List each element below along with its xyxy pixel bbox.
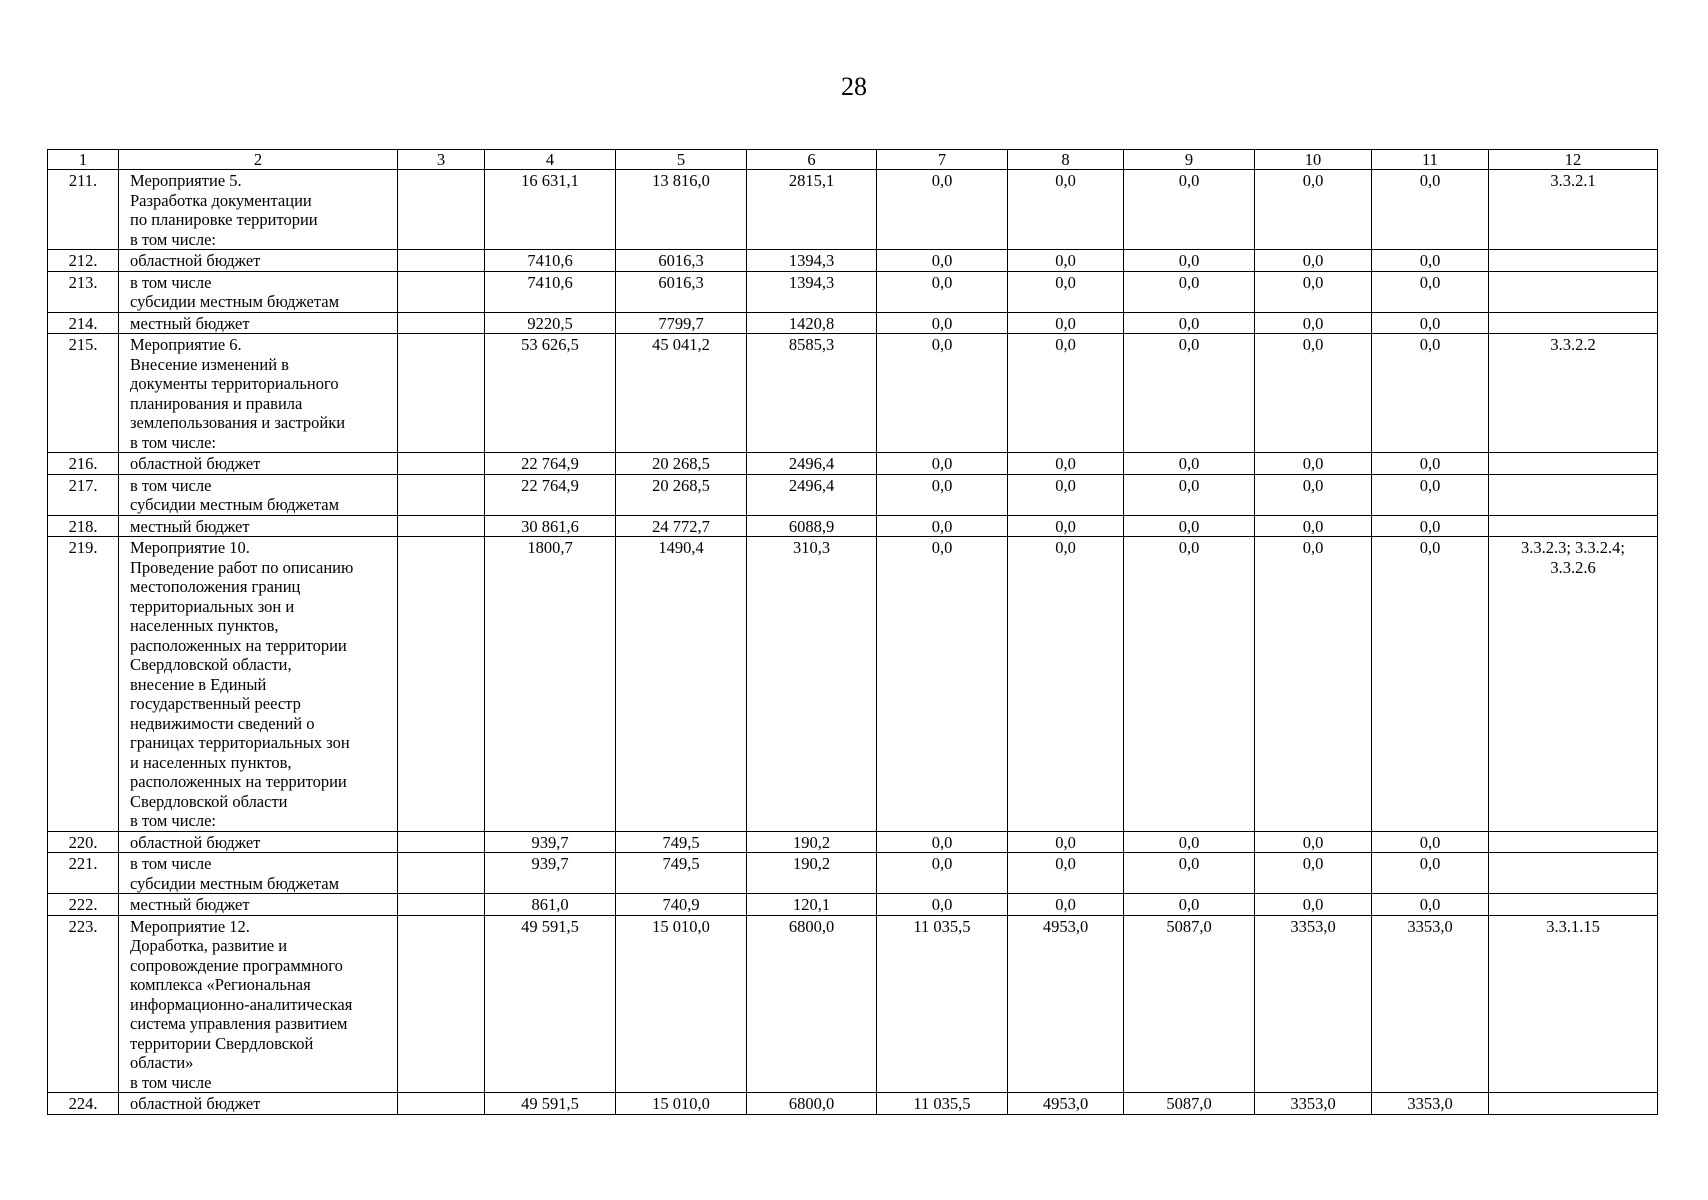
value-cell: 0,0 [1372,170,1489,250]
value-cell: 4953,0 [1008,915,1124,1093]
table-row [48,170,1658,250]
value-cell: 0,0 [1008,271,1124,312]
value-cell: 1394,3 [747,250,877,272]
column-number: 9 [1124,150,1255,170]
row-description [119,915,398,1093]
description-line: в том числе [130,272,212,292]
value-cell: 16 631,1 [485,170,616,250]
description-line: в том числе: [130,811,217,830]
description-line: в том числе: [130,432,217,452]
value-cell: 22 764,9 [485,474,616,515]
row-description [119,271,398,312]
value-cell: 53 626,5 [485,334,616,453]
column-3-cell [398,334,485,453]
value-cell: 0,0 [1124,170,1255,250]
target-indicator-code [1489,170,1658,250]
value-cell: 20 268,5 [616,453,747,475]
column-number-row [48,150,1658,170]
description-line: комплекса «Региональная [130,975,311,994]
code-line: 3.3.1.15 [1546,916,1600,936]
column-3-cell [398,474,485,515]
value-cell: 0,0 [1255,334,1372,453]
target-indicator-code [1489,853,1658,894]
target-indicator-code [1489,915,1658,1093]
value-cell: 1394,3 [747,271,877,312]
value-cell: 0,0 [877,894,1008,916]
value-cell: 1420,8 [747,312,877,334]
table-row [48,1093,1658,1115]
description-line: Свердловской области, [130,655,292,674]
description-line: землепользования и застройки [130,413,346,432]
value-cell: 11 035,5 [877,915,1008,1093]
description-line: субсидии местным бюджетам [130,495,340,514]
value-cell: 0,0 [877,515,1008,537]
table-row [48,831,1658,853]
table-row [48,894,1658,916]
row-number: 221. [48,853,119,894]
value-cell: 0,0 [1124,894,1255,916]
row-description [119,515,398,537]
description-line: документы территориального [130,374,339,393]
description-line: Разработка документации [130,190,312,210]
description-line: в том числе [130,854,212,873]
description-line: Проведение работ по описанию [130,557,354,577]
description-line: расположенных на территории [130,635,347,655]
column-number: 4 [485,150,616,170]
description-line: местный бюджет [130,895,250,914]
description-line: сопровождение программного [130,955,343,975]
description-line: информационно-аналитическая [130,994,353,1014]
column-number: 5 [616,150,747,170]
value-cell: 0,0 [1255,853,1372,894]
value-cell: 0,0 [1008,537,1124,832]
column-number: 12 [1489,150,1658,170]
value-cell: 0,0 [1372,453,1489,475]
column-number: 1 [48,150,119,170]
target-indicator-code [1489,250,1658,272]
value-cell: 939,7 [485,831,616,853]
value-cell: 30 861,6 [485,515,616,537]
code-line: 3.3.2.2 [1550,335,1596,354]
row-number: 223. [48,915,119,1093]
row-number: 216. [48,453,119,475]
value-cell: 20 268,5 [616,474,747,515]
value-cell: 0,0 [1372,334,1489,453]
description-line: области» [130,1053,194,1072]
value-cell: 0,0 [1255,474,1372,515]
description-line: по планировке территории [130,210,318,229]
target-indicator-code [1489,453,1658,475]
value-cell: 5087,0 [1124,915,1255,1093]
column-number: 8 [1008,150,1124,170]
budget-table [47,149,1658,1115]
column-number: 7 [877,150,1008,170]
target-indicator-code [1489,831,1658,853]
column-3-cell [398,170,485,250]
value-cell: 3353,0 [1255,915,1372,1093]
value-cell: 0,0 [877,170,1008,250]
description-line: субсидии местным бюджетам [130,873,340,893]
code-line: 3.3.2.6 [1550,557,1596,577]
description-line: в том числе [130,475,212,495]
value-cell: 2815,1 [747,170,877,250]
value-cell: 49 591,5 [485,1093,616,1115]
value-cell: 0,0 [1008,453,1124,475]
value-cell: 0,0 [1372,831,1489,853]
value-cell: 0,0 [1124,250,1255,272]
row-description [119,474,398,515]
value-cell: 0,0 [877,474,1008,515]
value-cell: 45 041,2 [616,334,747,453]
table-row [48,537,1658,832]
column-3-cell [398,250,485,272]
value-cell: 15 010,0 [616,915,747,1093]
description-line: областной бюджет [130,251,261,270]
column-3-cell [398,312,485,334]
table-row [48,453,1658,475]
value-cell: 0,0 [1372,894,1489,916]
value-cell: 2496,4 [747,453,877,475]
description-line: территории Свердловской [130,1033,314,1053]
column-3-cell [398,453,485,475]
value-cell: 0,0 [1372,537,1489,832]
value-cell: 3353,0 [1372,915,1489,1093]
value-cell: 0,0 [1124,831,1255,853]
row-description [119,894,398,916]
row-number: 217. [48,474,119,515]
value-cell: 6800,0 [747,1093,877,1115]
value-cell: 749,5 [616,831,747,853]
value-cell: 0,0 [1008,312,1124,334]
value-cell: 9220,5 [485,312,616,334]
column-3-cell [398,1093,485,1115]
description-line: Свердловской области [130,791,288,811]
value-cell: 0,0 [1372,515,1489,537]
table-row [48,334,1658,453]
target-indicator-code [1489,271,1658,312]
description-line: границах территориальных зон [130,733,350,752]
value-cell: 4953,0 [1008,1093,1124,1115]
value-cell: 0,0 [1008,894,1124,916]
description-line: в том числе [130,1072,212,1092]
column-3-cell [398,831,485,853]
value-cell: 8585,3 [747,334,877,453]
target-indicator-code [1489,474,1658,515]
value-cell: 0,0 [1124,853,1255,894]
description-line: и населенных пунктов, [130,752,292,772]
column-number: 2 [119,150,398,170]
value-cell: 0,0 [877,853,1008,894]
value-cell: 0,0 [1008,250,1124,272]
value-cell: 0,0 [1008,831,1124,853]
description-line: система управления развитием [130,1014,348,1033]
value-cell: 5087,0 [1124,1093,1255,1115]
value-cell: 7410,6 [485,250,616,272]
value-cell: 3353,0 [1255,1093,1372,1115]
description-line: местоположения границ [130,577,301,596]
value-cell: 0,0 [877,831,1008,853]
value-cell: 0,0 [1255,250,1372,272]
value-cell: 0,0 [1255,170,1372,250]
row-description [119,537,398,832]
value-cell: 0,0 [1008,334,1124,453]
description-line: государственный реестр [130,694,301,713]
row-description [119,453,398,475]
description-line: областной бюджет [130,832,261,852]
table-row [48,474,1658,515]
value-cell: 0,0 [1255,453,1372,475]
target-indicator-code [1489,515,1658,537]
column-number: 10 [1255,150,1372,170]
value-cell: 120,1 [747,894,877,916]
value-cell: 861,0 [485,894,616,916]
row-number: 213. [48,271,119,312]
value-cell: 0,0 [1255,312,1372,334]
description-line: Мероприятие 10. [130,538,250,557]
value-cell: 0,0 [1008,474,1124,515]
description-line: в том числе: [130,229,217,249]
value-cell: 6016,3 [616,250,747,272]
value-cell: 0,0 [1008,170,1124,250]
value-cell: 6016,3 [616,271,747,312]
value-cell: 0,0 [1124,515,1255,537]
description-line: планирования и правила [130,393,303,413]
description-line: местный бюджет [130,313,250,333]
column-number: 3 [398,150,485,170]
row-description [119,250,398,272]
column-3-cell [398,537,485,832]
value-cell: 939,7 [485,853,616,894]
row-number: 214. [48,312,119,334]
value-cell: 0,0 [1124,537,1255,832]
column-3-cell [398,853,485,894]
value-cell: 0,0 [877,271,1008,312]
value-cell: 0,0 [1372,474,1489,515]
value-cell: 49 591,5 [485,915,616,1093]
value-cell: 0,0 [877,453,1008,475]
target-indicator-code [1489,312,1658,334]
value-cell: 0,0 [1255,515,1372,537]
target-indicator-code [1489,537,1658,832]
row-description [119,1093,398,1115]
description-line: расположенных на территории [130,772,347,791]
description-line: областной бюджет [130,1094,261,1113]
value-cell: 0,0 [877,537,1008,832]
value-cell: 0,0 [1124,334,1255,453]
table-row [48,853,1658,894]
column-number: 6 [747,150,877,170]
table-row [48,515,1658,537]
row-description [119,170,398,250]
code-line: 3.3.2.1 [1550,171,1596,190]
value-cell: 0,0 [877,250,1008,272]
value-cell: 0,0 [1372,250,1489,272]
value-cell: 310,3 [747,537,877,832]
description-line: субсидии местным бюджетам [130,292,340,311]
row-description [119,853,398,894]
value-cell: 190,2 [747,853,877,894]
description-line: Мероприятие 5. [130,171,242,190]
row-number: 219. [48,537,119,832]
row-number: 211. [48,170,119,250]
value-cell: 1490,4 [616,537,747,832]
table-row [48,250,1658,272]
value-cell: 6088,9 [747,515,877,537]
value-cell: 0,0 [1255,537,1372,832]
description-line: территориальных зон и [130,596,295,616]
value-cell: 15 010,0 [616,1093,747,1115]
description-line: местный бюджет [130,516,250,536]
value-cell: 22 764,9 [485,453,616,475]
row-description [119,831,398,853]
row-number: 222. [48,894,119,916]
value-cell: 13 816,0 [616,170,747,250]
value-cell: 0,0 [1124,271,1255,312]
value-cell: 0,0 [1008,853,1124,894]
row-number: 224. [48,1093,119,1115]
row-number: 215. [48,334,119,453]
value-cell: 7410,6 [485,271,616,312]
value-cell: 740,9 [616,894,747,916]
table-row [48,915,1658,1093]
value-cell: 0,0 [877,334,1008,453]
row-number: 212. [48,250,119,272]
row-description [119,312,398,334]
value-cell: 1800,7 [485,537,616,832]
value-cell: 0,0 [1255,271,1372,312]
table-row [48,312,1658,334]
value-cell: 0,0 [1124,474,1255,515]
column-3-cell [398,271,485,312]
value-cell: 0,0 [1124,453,1255,475]
value-cell: 0,0 [1255,894,1372,916]
description-line: внесение в Единый [130,674,267,694]
description-line: областной бюджет [130,454,261,473]
value-cell: 7799,7 [616,312,747,334]
value-cell: 190,2 [747,831,877,853]
column-3-cell [398,515,485,537]
description-line: Внесение изменений в [130,354,289,374]
description-line: Доработка, развитие и [130,936,288,955]
column-3-cell [398,915,485,1093]
value-cell: 0,0 [877,312,1008,334]
description-line: недвижимости сведений о [130,713,315,733]
value-cell: 6800,0 [747,915,877,1093]
value-cell: 3353,0 [1372,1093,1489,1115]
row-number: 220. [48,831,119,853]
column-number: 11 [1372,150,1489,170]
table-row [48,271,1658,312]
value-cell: 0,0 [1372,312,1489,334]
description-line: Мероприятие 12. [130,916,250,936]
value-cell: 0,0 [1124,312,1255,334]
page-number: 28 [841,72,867,101]
value-cell: 0,0 [1372,271,1489,312]
value-cell: 0,0 [1008,515,1124,537]
target-indicator-code [1489,894,1658,916]
value-cell: 0,0 [1372,853,1489,894]
column-3-cell [398,894,485,916]
value-cell: 24 772,7 [616,515,747,537]
value-cell: 11 035,5 [877,1093,1008,1115]
value-cell: 749,5 [616,853,747,894]
value-cell: 2496,4 [747,474,877,515]
description-line: населенных пунктов, [130,616,279,635]
target-indicator-code [1489,334,1658,453]
code-line: 3.3.2.3; 3.3.2.4; [1520,538,1626,557]
row-description [119,334,398,453]
target-indicator-code [1489,1093,1658,1115]
value-cell: 0,0 [1255,831,1372,853]
row-number: 218. [48,515,119,537]
description-line: Мероприятие 6. [130,335,242,354]
